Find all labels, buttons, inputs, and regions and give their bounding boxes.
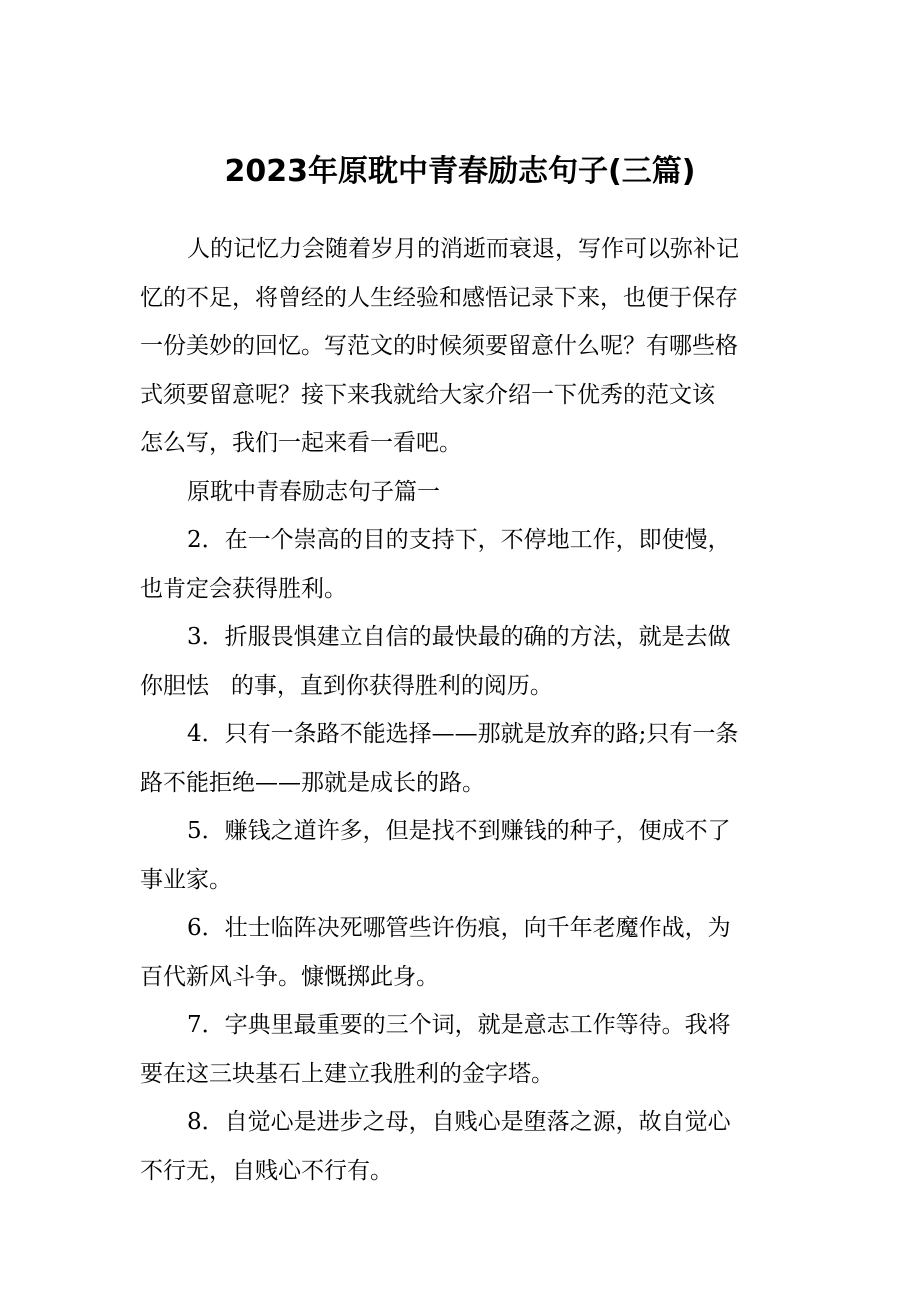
text-line: 一份美妙的回忆。写范文的时候须要留意什么呢？有哪些格 bbox=[140, 333, 738, 359]
text-line: 人的记忆力会随着岁月的消逝而衰退，写作可以弥补记 bbox=[187, 236, 739, 262]
paragraph-intro bbox=[140, 225, 782, 468]
text-line: 5．赚钱之道许多，但是找不到赚钱的种子，便成不了 bbox=[187, 818, 731, 844]
section-heading bbox=[140, 468, 782, 517]
text-line: 不行无，自贱心不行有。 bbox=[140, 1157, 393, 1184]
text-line: 路不能拒绝——那就是成长的路。 bbox=[140, 769, 485, 796]
text-line: 式须要留意呢？接下来我就给大家介绍一下优秀的范文该 bbox=[140, 381, 715, 408]
quote-item bbox=[140, 710, 782, 807]
quote-item bbox=[140, 1098, 782, 1195]
text-line: 7．字典里最重要的三个词，就是意志工作等待。我将 bbox=[187, 1012, 731, 1038]
text-line: 也肯定会获得胜利。 bbox=[140, 575, 347, 602]
quote-item bbox=[140, 516, 782, 613]
text-line: 要在这三块基石上建立我胜利的金字塔。 bbox=[140, 1060, 554, 1087]
text-line: 忆的不足，将曾经的人生经验和感悟记录下来，也便于保存 bbox=[140, 284, 738, 311]
quote-item bbox=[140, 904, 782, 1001]
text-line: 事业家。 bbox=[140, 866, 232, 893]
text-line: 怎么写，我们一起来看一看吧。 bbox=[140, 430, 462, 456]
quote-item bbox=[140, 1001, 782, 1098]
text-line: 3．折服畏惧建立自信的最快最的确的方法，就是去做 bbox=[187, 624, 731, 650]
document-title: 2023年原耽中青春励志句子(三篇) bbox=[224, 154, 696, 189]
text-line: 4．只有一条路不能选择——那就是放弃的路;只有一条 bbox=[187, 721, 739, 747]
text-line: 8．自觉心是进步之母，自贱心是堕落之源，故自觉心 bbox=[187, 1109, 731, 1135]
text-line: 2．在一个崇高的目的支持下，不停地工作，即使慢， bbox=[187, 527, 731, 553]
text-line: 你胆怯 的事，直到你获得胜利的阅历。 bbox=[140, 672, 553, 699]
quote-item bbox=[140, 613, 782, 710]
document-body bbox=[140, 225, 782, 1195]
quote-item bbox=[140, 807, 782, 904]
text-line: 6．壮士临阵决死哪管些许伤痕，向千年老魔作战，为 bbox=[187, 915, 731, 941]
section-heading-text: 原耽中青春励志句子篇一 bbox=[187, 478, 440, 505]
text-line: 百代新风斗争。慷慨掷此身。 bbox=[140, 963, 439, 990]
